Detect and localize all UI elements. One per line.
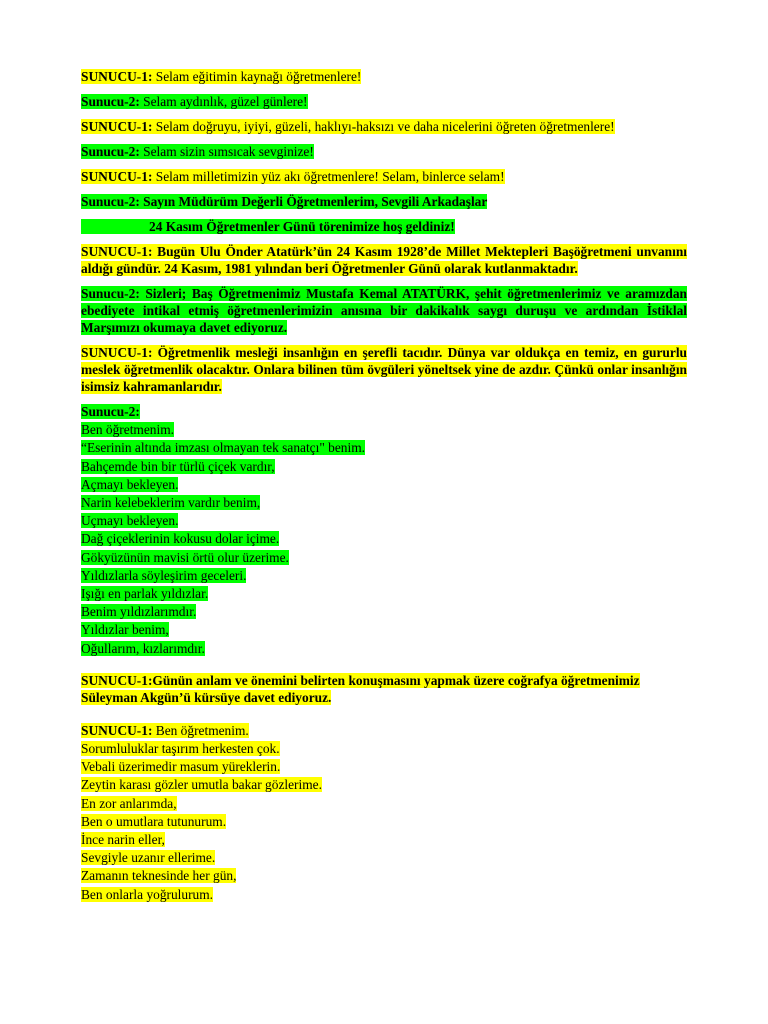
poem-line xyxy=(81,776,687,794)
speaker-label: SUNUCU-1: xyxy=(81,722,153,738)
poem-line-text: Dağ çiçeklerinin kokusu dolar içime. xyxy=(81,531,280,547)
poem-line-text: Ben onlarla yoğrulurum. xyxy=(81,886,214,902)
poem-speaker xyxy=(81,403,687,421)
poem-line xyxy=(81,758,687,776)
poem-line-text: Benim yıldızlarımdır. xyxy=(81,604,197,620)
poem-line xyxy=(81,567,687,585)
line-text: Sunucu-2: Sayın Müdürüm Değerli Öğretmenlerim, Sevgili Arkadaşlar xyxy=(81,194,488,209)
poem-line xyxy=(81,849,687,867)
poem-line xyxy=(81,886,687,904)
poem-line-text: Açmayı bekleyen. xyxy=(81,476,179,492)
speaker-label: SUNUCU-1: xyxy=(81,69,153,84)
poem-line xyxy=(81,512,687,530)
poem-line-text: Sevgiyle uzanır ellerime. xyxy=(81,850,216,866)
poem-line xyxy=(81,439,687,457)
speaker-label: SUNUCU-1: xyxy=(81,169,153,184)
speaker-label: Sunucu-2: xyxy=(81,404,140,419)
poem-line xyxy=(81,585,687,603)
line-6 xyxy=(81,193,687,210)
poem-line xyxy=(81,740,687,758)
poem-line-text: “Eserinin altında imzası olmayan tek sanatçı" benim. xyxy=(81,440,365,456)
poem-line xyxy=(81,795,687,813)
poem-line xyxy=(81,603,687,621)
poem-line-text: Vebali üzerimedir masum yüreklerin. xyxy=(81,759,281,775)
line-text: Sunucu-2: Sizleri; Baş Öğretmenimiz Mustafa Kemal ATATÜRK, şehit öğretmenlerimiz ve aramızdan ebediyete intikal etmiş öğretmenlerimizin anısına bir dakikalık saygı duruşu ve ardından İstiklal Marşımızı okumaya davet ediyoruz. xyxy=(81,286,687,335)
line-text: Selam milletimizin yüz akı öğretmenlere! Selam, binlerce selam! xyxy=(152,169,505,184)
poem-line xyxy=(81,867,687,885)
line-1 xyxy=(81,68,687,85)
poem-line-text: En zor anlarımda, xyxy=(81,795,177,811)
line-4 xyxy=(81,143,687,160)
poem-line-text: İnce narin eller, xyxy=(81,832,165,848)
poem-line-text: Zeytin karası gözler umutla bakar gözlerime. xyxy=(81,777,322,793)
poem-line-text: Sorumluluklar taşırım herkesten çok. xyxy=(81,741,280,757)
line-text: SUNUCU-1: Öğretmenlik mesleği insanlığın en şerefli tacıdır. Dünya var oldukça en temiz, en gururlu meslek öğretmenlik olacaktır. Onlara bilinen tüm övgüleri yöneltsek yine de azdır. Çünkü onlar insanlığın isimsiz kahramanlarıdır. xyxy=(81,345,687,394)
poem-line xyxy=(81,549,687,567)
line-10 xyxy=(81,344,687,395)
poem-line-text: Yıldızlar benim, xyxy=(81,622,169,638)
poem-line xyxy=(81,813,687,831)
poem-line-text: Oğullarım, kızlarımdır. xyxy=(81,640,205,656)
line-text: SUNUCU-1: Bugün Ulu Önder Atatürk’ün 24 Kasım 1928’de Millet Mektepleri Başöğretmeni unvanını aldığı gündür. 24 Kasım, 1981 yılından beri Öğretmenler Günü olarak kutlanmaktadır. xyxy=(81,244,687,276)
poem-line-text: Ben o umutlara tutunurum. xyxy=(81,813,227,829)
line-text: Selam aydınlık, güzel günlere! xyxy=(139,94,308,109)
line-3 xyxy=(81,118,687,135)
poem-line xyxy=(81,458,687,476)
line-text: SUNUCU-1:Günün anlam ve önemini belirten konuşmasını yapmak üzere coğrafya öğretmenimiz Süleyman Akgün’ü kürsüye davet ediyoruz. xyxy=(81,672,640,705)
poem-line-text: Bahçemde bin bir türlü çiçek vardır, xyxy=(81,458,275,474)
document-body xyxy=(81,68,687,904)
poem-line-text: Zamanın teknesinde her gün, xyxy=(81,868,237,884)
line-5 xyxy=(81,168,687,185)
line-2 xyxy=(81,93,687,110)
poem-line-text: Yıldızlarla söyleşirim geceleri. xyxy=(81,567,247,583)
poem-line-text: Uçmayı bekleyen. xyxy=(81,513,179,529)
poem-line xyxy=(81,476,687,494)
poem-line xyxy=(81,640,687,658)
poem-line xyxy=(81,530,687,548)
poem-line-text: Ben öğretmenim. xyxy=(152,722,249,738)
poem-line-text: Işığı en parlak yıldızlar. xyxy=(81,586,209,602)
speaker-label: SUNUCU-1: xyxy=(81,119,153,134)
poem-2 xyxy=(81,722,687,904)
line-7 xyxy=(81,218,687,235)
poem-line-text: Ben öğretmenim. xyxy=(81,422,174,438)
line-text: Selam doğruyu, iyiyi, güzeli, haklıyı-haksızı ve daha nicelerini öğreten öğretmenlere! xyxy=(152,119,615,134)
line-9 xyxy=(81,285,687,336)
poem-line-text: Gökyüzünün mavisi örtü olur üzerime. xyxy=(81,549,289,565)
poem-1 xyxy=(81,403,687,658)
line-text: Selam sizin sımsıcak sevginize! xyxy=(139,144,314,159)
poem-line xyxy=(81,421,687,439)
poem-speaker-line xyxy=(81,722,687,740)
speaker-label: Sunucu-2: xyxy=(81,144,140,159)
line-text: Selam eğitimin kaynağı öğretmenlere! xyxy=(152,69,362,84)
line-11 xyxy=(81,672,687,706)
poem-line-text: Narin kelebeklerim vardır benim, xyxy=(81,495,261,511)
speaker-label: Sunucu-2: xyxy=(81,94,140,109)
poem-line xyxy=(81,621,687,639)
poem-line xyxy=(81,494,687,512)
line-8 xyxy=(81,243,687,277)
line-text: 24 Kasım Öğretmenler Günü törenimize hoş geldiniz! xyxy=(81,219,455,234)
poem-line xyxy=(81,831,687,849)
